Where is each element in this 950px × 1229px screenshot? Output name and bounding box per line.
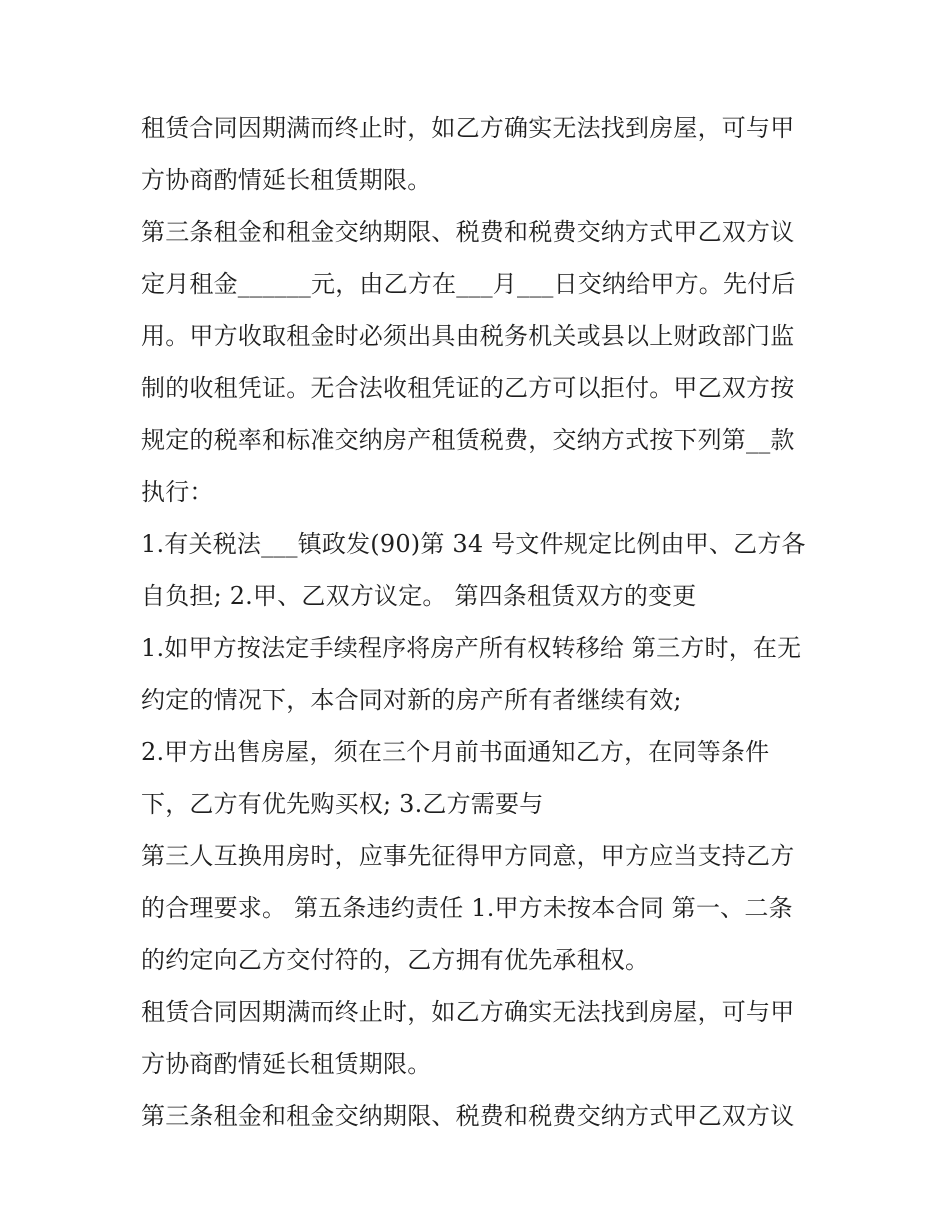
text-line: 第三条租金和租金交纳期限、税费和税费交纳方式甲乙双方议 xyxy=(141,1102,795,1130)
text-line: 定月租金______元，由乙方在___月___日交纳给甲方。先付后 xyxy=(141,270,796,298)
text-line: 租赁合同因期满而终止时，如乙方确实无法找到房屋，可与甲 xyxy=(141,998,795,1026)
text-line: 规定的税率和标准交纳房产租赁税费，交纳方式按下列第__款 xyxy=(141,426,795,454)
text-line: 的约定向乙方交付符的，乙方拥有优先承租权。 xyxy=(141,946,650,974)
text-line: 租赁合同因期满而终止时，如乙方确实无法找到房屋，可与甲 xyxy=(141,114,795,142)
text-line: 2.甲方出售房屋，须在三个月前书面通知乙方，在同等条件 xyxy=(141,738,770,766)
document-body xyxy=(141,102,821,1142)
text-line: 方协商酌情延长租赁期限。 xyxy=(141,1050,432,1078)
text-line: 下，乙方有优先购买权; 3.乙方需要与 xyxy=(141,790,544,818)
text-line: 自负担; 2.甲、乙双方议定。 第四条租赁双方的变更 xyxy=(141,582,697,610)
text-line: 制的收租凭证。无合法收租凭证的乙方可以拒付。甲乙双方按 xyxy=(141,374,795,402)
text-line: 1.如甲方按法定手续程序将房产所有权转移给 第三方时，在无 xyxy=(141,634,802,662)
text-line: 约定的情况下，本合同对新的房产所有者继续有效; xyxy=(141,686,682,714)
text-line: 的合理要求。 第五条违约责任 1.甲方未按本合同 第一、二条 xyxy=(141,894,793,922)
text-line: 执行： xyxy=(141,478,214,506)
text-line: 用。甲方收取租金时必须出具由税务机关或县以上财政部门监 xyxy=(141,322,795,350)
text-line: 1.有关税法___镇政发(90)第 34 号文件规定比例由甲、乙方各 xyxy=(141,530,806,558)
text-line: 方协商酌情延长租赁期限。 xyxy=(141,166,432,194)
text-line: 第三人互换用房时，应事先征得甲方同意，甲方应当支持乙方 xyxy=(141,842,795,870)
text-line: 第三条租金和租金交纳期限、税费和税费交纳方式甲乙双方议 xyxy=(141,218,795,246)
